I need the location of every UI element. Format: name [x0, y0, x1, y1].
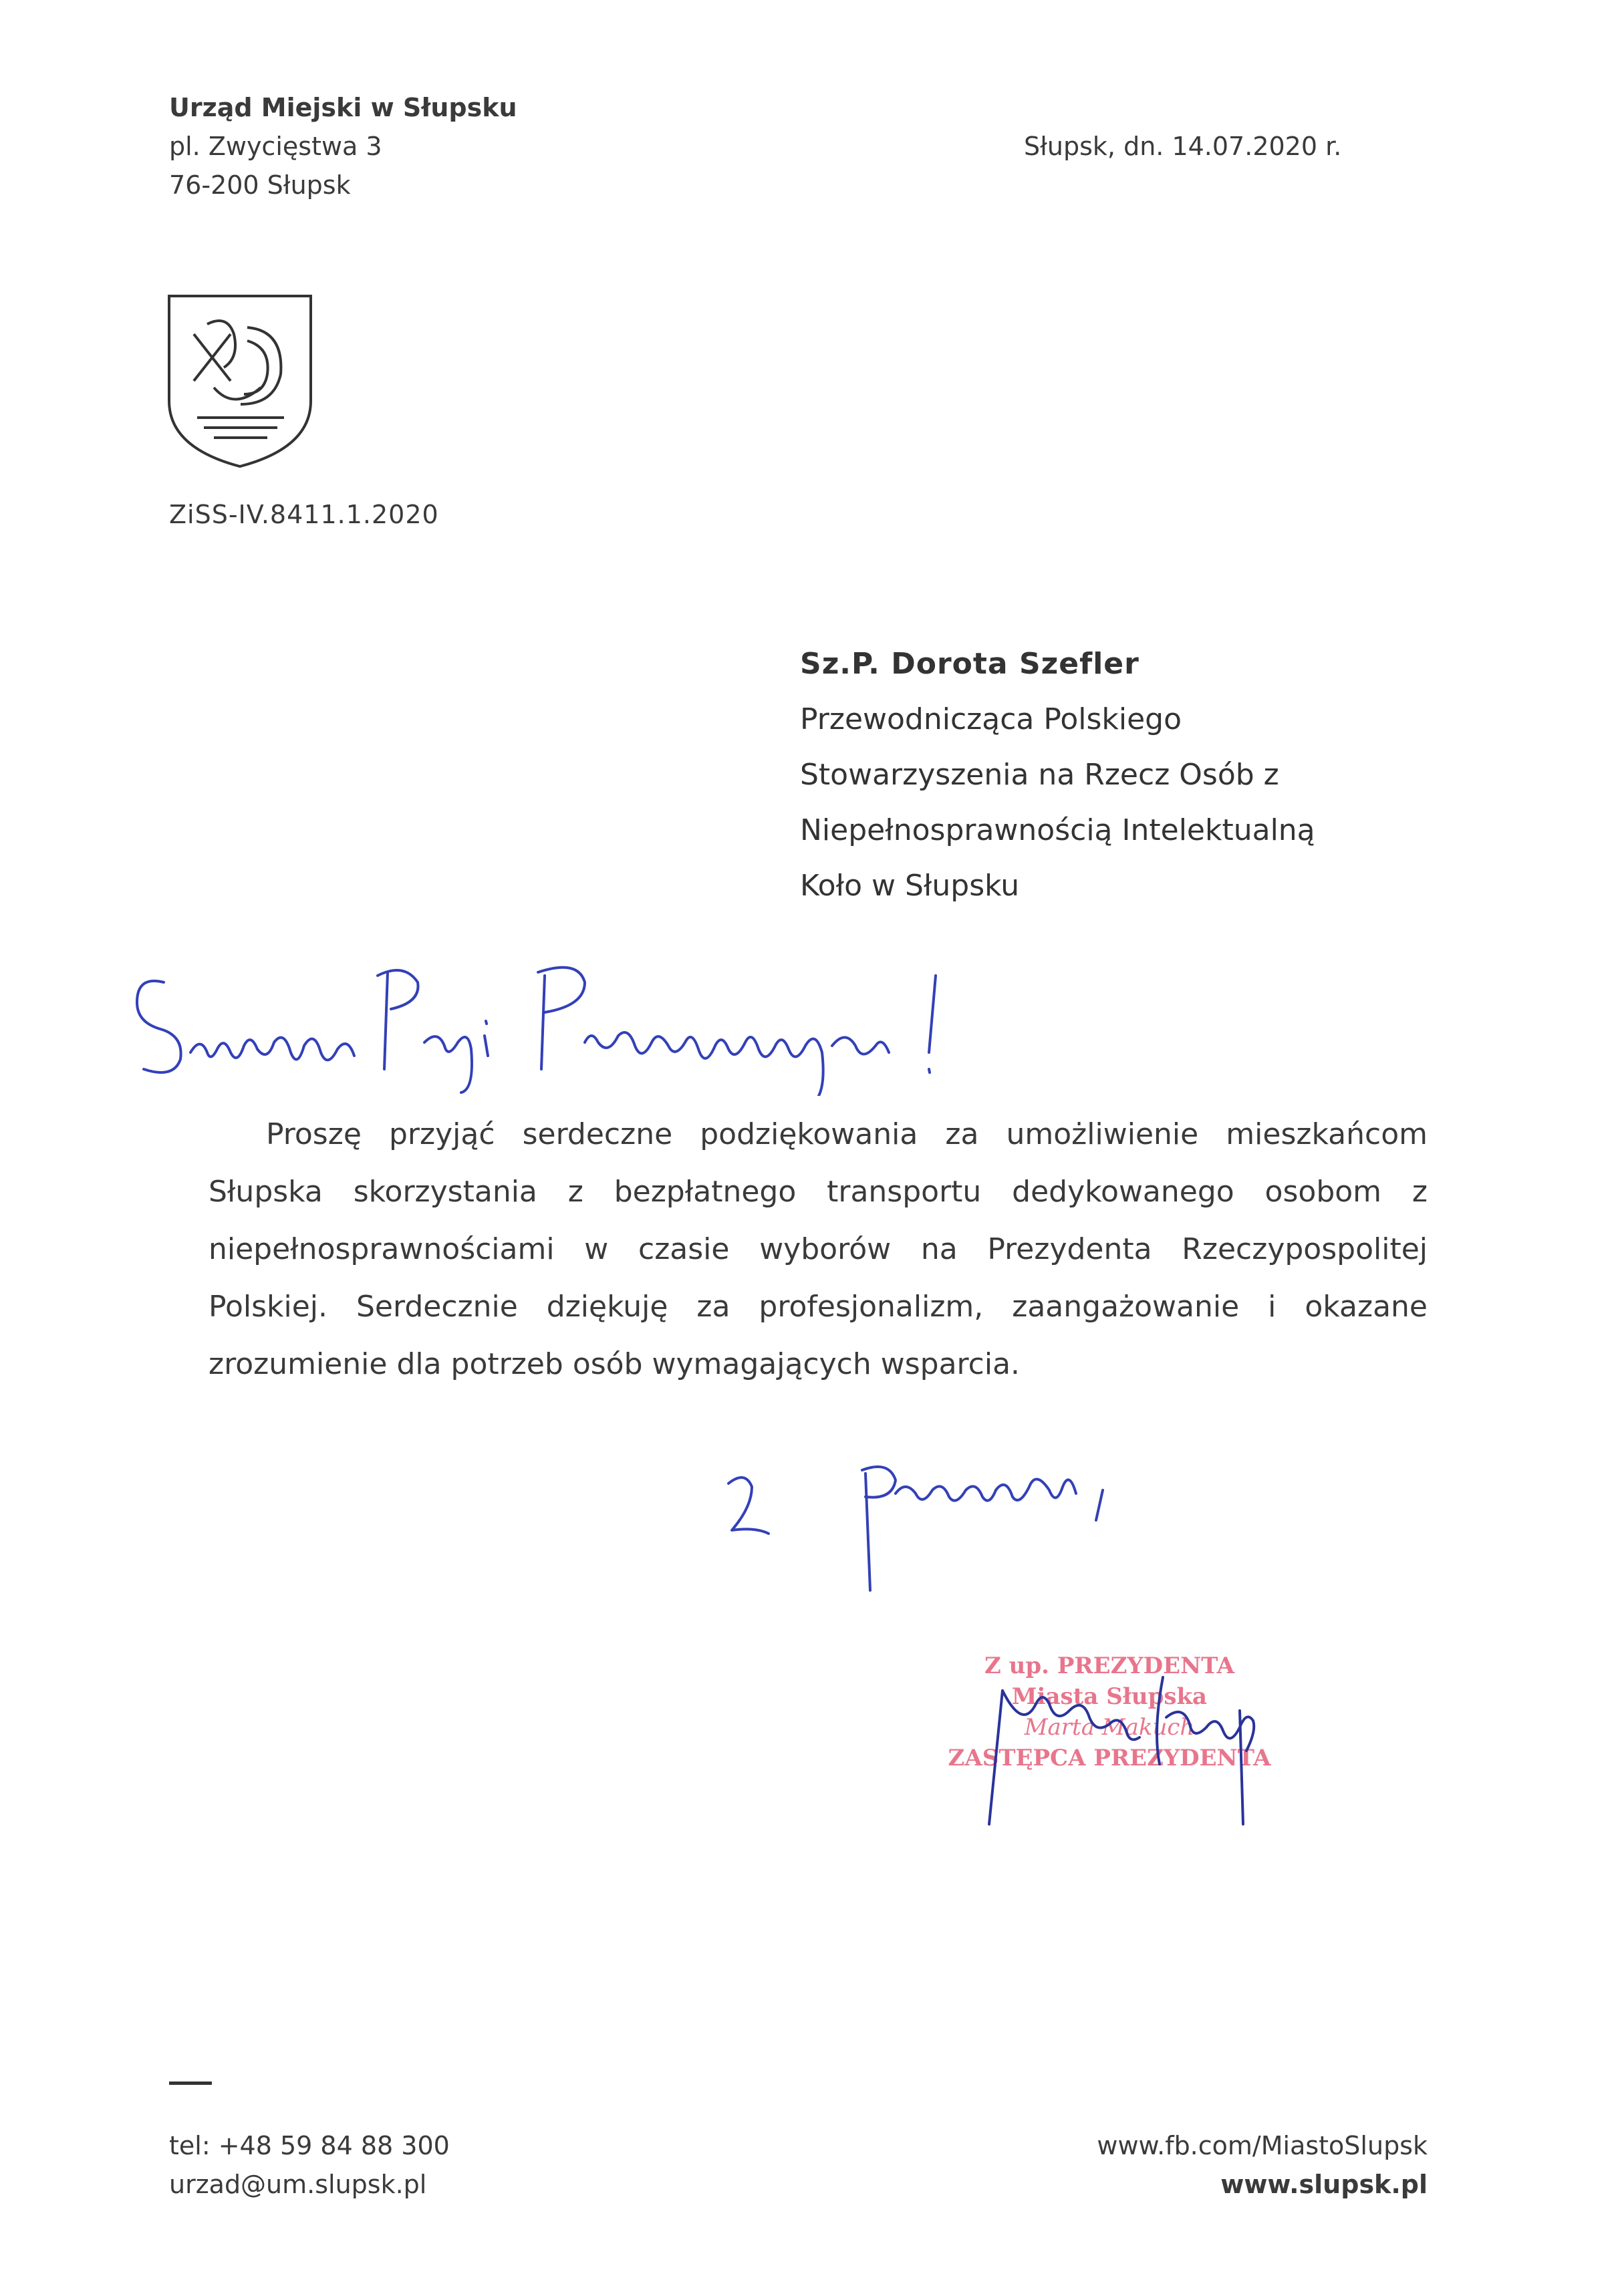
body-paragraph: Proszę przyjąć serdeczne podziękowania za umożliwienie mieszkańcom Słupska skorzystania z bezpłatnego transportu dedykowanego osobom z niepełnosprawnościami w czasie wyborów na Prezydenta Rzeczypospolitej Polskiej. Serdecznie dziękuję za profesjonalizm, zaangażowanie i okazane zrozumienie dla potrzeb osób wymagających wsparcia. [209, 1117, 1428, 1381]
footer-facebook-link[interactable]: www.fb.com/MiastoSlupsk [1097, 2131, 1428, 2160]
recipient-line: Stowarzyszenia na Rzecz Osób z [800, 758, 1279, 792]
handwritten-closing [715, 1443, 1129, 1597]
recipient-name: Sz.P. Dorota Szefler [800, 647, 1139, 681]
stamp-line: Miasta Słupska [1011, 1683, 1208, 1710]
reference-number: ZiSS-IV.8411.1.2020 [169, 500, 439, 529]
recipient-line: Przewodnicząca Polskiego [800, 702, 1182, 736]
stamp-line: ZASTĘPCA PREZYDENTA [948, 1745, 1271, 1771]
stamp-line: Z up. PREZYDENTA [984, 1653, 1234, 1679]
sender-street: pl. Zwycięstwa 3 [169, 132, 382, 161]
footer-website-link[interactable]: www.slupsk.pl [1220, 2170, 1428, 2199]
sender-city: 76-200 Słupsk [169, 170, 351, 200]
footer-phone: tel: +48 59 84 88 300 [169, 2131, 450, 2160]
recipient-line: Niepełnosprawnością Intelektualną [800, 813, 1315, 847]
letter-body [209, 1106, 1428, 1393]
city-crest-icon [167, 294, 313, 469]
stamp-line: Marta Makuch [1024, 1714, 1195, 1741]
sender-name: Urząd Miejski w Słupsku [169, 93, 517, 122]
footer-links [1002, 2126, 1428, 2204]
recipient-address [800, 636, 1315, 913]
recipient-line: Koło w Słupsku [800, 869, 1020, 903]
handwritten-salutation [124, 936, 986, 1096]
sender-address [169, 88, 517, 204]
footer-contact [169, 2126, 450, 2204]
letter-date: Słupsk, dn. 14.07.2020 r. [1024, 132, 1342, 161]
footer-email[interactable]: urzad@um.slupsk.pl [169, 2170, 427, 2199]
handwritten-signature [976, 1651, 1270, 1851]
footer-divider [169, 2082, 212, 2085]
